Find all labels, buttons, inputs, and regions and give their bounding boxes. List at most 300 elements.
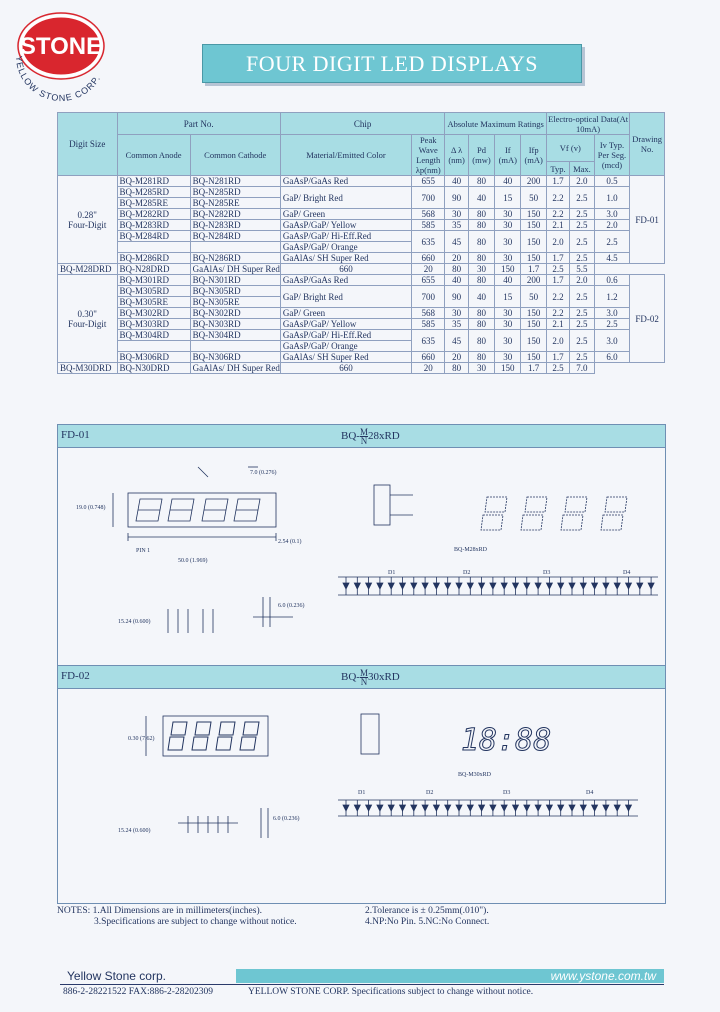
cell-max: 2.5: [570, 308, 594, 319]
cell-max: 2.0: [570, 275, 594, 286]
cell-dl: 20: [445, 253, 468, 264]
fd02-label: FD-02: [61, 670, 90, 682]
fd01-diode-symbol: [614, 577, 620, 595]
cell-chip: GaAlAs/ DH Super Red: [190, 363, 280, 374]
th-digit-size: Digit Size: [58, 113, 118, 176]
cell-common-cathode: BQ-N283RD: [190, 220, 280, 231]
table-row: [58, 264, 665, 275]
cell-common-cathode: BQ-N305RD: [190, 286, 280, 297]
cell-iv: 3.0: [594, 330, 630, 352]
th-vf: Vf (v): [546, 135, 594, 162]
th-abs-max: Absolute Maximum Ratings: [445, 113, 547, 135]
fd02-d3: D3: [503, 790, 511, 796]
cell-iv: 4.5: [594, 253, 630, 264]
fd01-dim-pin-span: 15.24 (0.600): [118, 619, 151, 625]
th-drawing: Drawing No.: [630, 113, 665, 176]
cell-chip-2: GaAsP/GaP/ Orange: [280, 242, 411, 253]
fd02-part-top: M: [359, 668, 368, 678]
cell-common-cathode: BQ-N30DRD: [117, 363, 190, 374]
cell-common-anode: BQ-M285RD: [117, 187, 190, 198]
cell-typ: 2.2: [546, 209, 569, 220]
fd02-circuit-label: BQ-M30xRD: [458, 772, 492, 778]
fd02-diode-symbol: [614, 800, 620, 816]
th-max: Max.: [570, 162, 594, 176]
cell-if: 30: [495, 352, 521, 363]
note-3: 3.Specifications are subject to change without notice.: [94, 917, 297, 927]
footer-divider: [60, 984, 664, 985]
fd02-diode-symbol: [388, 800, 394, 816]
cell-max: 2.5: [570, 253, 594, 264]
fd01-diode-symbol: [479, 577, 485, 595]
fd01-label: FD-01: [61, 429, 90, 441]
th-peak: Peak Wave Length λp(nm): [412, 135, 445, 176]
table-row: [58, 187, 665, 198]
cell-ifp: 200: [521, 275, 546, 286]
cell-if: 30: [495, 253, 521, 264]
cell-ifp: 150: [521, 330, 546, 352]
fd01-diode-symbol: [648, 577, 654, 595]
cell-wl: 585: [412, 319, 445, 330]
fd02-diode-symbol: [592, 800, 598, 816]
cell-pd: 80: [468, 209, 494, 220]
fd01-diode-symbol: [580, 577, 586, 595]
fd01-pin1: PIN 1: [136, 548, 151, 554]
cell-if: 30: [495, 231, 521, 253]
cell-if: 30: [495, 319, 521, 330]
fd02-dim-pin-len: 6.0 (0.236): [273, 816, 300, 822]
cell-pd: 80: [445, 264, 468, 275]
cell-iv: 3.0: [594, 209, 630, 220]
fd02-diode-symbol: [456, 800, 462, 816]
fd02-diode-symbol: [445, 800, 451, 816]
fd02-diode-symbol: [366, 800, 372, 816]
cell-max: 2.5: [570, 352, 594, 363]
cell-common-anode: BQ-M282RD: [117, 209, 190, 220]
cell-wl: 700: [412, 286, 445, 308]
cell-chip: GaAlAs/ DH Super Red: [190, 264, 280, 275]
fd02-diode-symbol: [569, 800, 575, 816]
fd01-d2: D2: [463, 570, 471, 576]
cell-max: 2.0: [570, 176, 594, 187]
cell-common-cathode: BQ-N306RD: [190, 352, 280, 363]
cell-common-anode: BQ-M284RD: [117, 231, 190, 242]
footer-phone: 886-2-28221522 FAX:886-2-28202309: [63, 987, 213, 997]
note-2: 2.Tolerance is ± 0.25mm(.010").: [365, 906, 489, 916]
fd01-diode-symbol: [490, 577, 496, 595]
fd01-dim-height: 19.0 (0.748): [76, 505, 106, 511]
cell-iv: 0.6: [594, 275, 630, 286]
cell-common-cathode: [190, 242, 280, 253]
fd02-drawing-panel: [57, 688, 666, 904]
cell-typ: 1.7: [546, 275, 569, 286]
cell-common-anode: BQ-M303RD: [117, 319, 190, 330]
fd02-part-number: [341, 669, 400, 686]
note-1: NOTES: 1.All Dimensions are in millimeters(inches).: [57, 906, 263, 916]
digit-size: 0.30": [77, 308, 97, 319]
fd01-diode-symbol: [535, 577, 541, 595]
cell-common-cathode: BQ-N304RD: [190, 330, 280, 341]
cell-chip: GaAsP/GaP/ Yellow: [280, 319, 411, 330]
table-row: [58, 231, 665, 242]
fd01-diode-symbol: [433, 577, 439, 595]
cell-wl: 568: [412, 308, 445, 319]
cell-max: 2.5: [546, 264, 569, 275]
cell-if: 15: [495, 286, 521, 308]
fd01-digit-outline: [234, 499, 260, 521]
cell-wl: 655: [412, 176, 445, 187]
cell-common-cathode: BQ-N282RD: [190, 209, 280, 220]
cell-chip: GaAsP/GaAs Red: [280, 176, 411, 187]
cell-if: 30: [468, 363, 494, 374]
cell-if: 30: [468, 264, 494, 275]
fd02-digit-outline: [192, 722, 211, 750]
cell-ifp: 200: [521, 176, 546, 187]
company-logo: [6, 6, 116, 106]
fd02-dim-pin-span: 15.24 (0.600): [118, 828, 151, 834]
table-row: [58, 330, 665, 341]
drawing-no-cell: FD-02: [630, 275, 665, 363]
cell-wl: 660: [280, 264, 411, 275]
cell-max: 2.5: [570, 209, 594, 220]
cell-dl: 30: [445, 209, 468, 220]
fd02-digit-outline: [240, 722, 259, 750]
cell-dl: 35: [445, 319, 468, 330]
cell-max: 2.5: [546, 363, 569, 374]
fd02-diode-symbol: [433, 800, 439, 816]
fd02-part-suffix: 30xRD: [367, 671, 400, 684]
digit-size-cell: [58, 275, 118, 363]
digit-size-cell: [58, 176, 118, 264]
cell-max: 2.5: [570, 231, 594, 253]
table-row: [58, 286, 665, 297]
cell-common-anode: BQ-M283RD: [117, 220, 190, 231]
fd01-dim-pitch: 2.54 (0.1): [278, 539, 302, 545]
cell-max: 2.5: [570, 330, 594, 352]
cell-common-anode: BQ-M301RD: [117, 275, 190, 286]
cell-typ: 1.7: [546, 176, 569, 187]
cell-chip: GaAlAs/ SH Super Red: [280, 352, 411, 363]
fd01-segment-digit: [481, 497, 507, 530]
page-title: FOUR DIGIT LED DISPLAYS: [202, 44, 582, 83]
cell-typ: 2.1: [546, 220, 569, 231]
fd01-segment-digit: [561, 497, 587, 530]
fd02-d4: D4: [586, 790, 594, 796]
cell-dl: 30: [445, 308, 468, 319]
cell-common-anode: BQ-M302RD: [117, 308, 190, 319]
th-iv: Iv Typ. Per Seg. (mcd): [594, 135, 630, 176]
cell-common-anode: BQ-M286RD: [117, 253, 190, 264]
cell-common-anode: BQ-M305RD: [117, 286, 190, 297]
cell-max: 2.5: [570, 187, 594, 209]
table-row: [58, 209, 665, 220]
cell-typ: 1.7: [546, 352, 569, 363]
cell-ifp: 150: [521, 220, 546, 231]
fd02-display-1888: 18:88: [461, 723, 552, 758]
th-material: Material/Emitted Color: [280, 135, 411, 176]
fd02-drawing: [58, 688, 665, 903]
fd01-diode-symbol: [592, 577, 598, 595]
fd01-d4: D4: [623, 570, 631, 576]
fd02-diode-symbol: [580, 800, 586, 816]
fd02-diode-symbol: [513, 800, 519, 816]
fd02-diode-symbol: [501, 800, 507, 816]
footer-company: Yellow Stone corp.: [67, 969, 166, 983]
fd02-diode-symbol: [479, 800, 485, 816]
cell-dl: 20: [412, 363, 445, 374]
cell-typ: 1.7: [521, 363, 546, 374]
fd01-segment-digit: [521, 497, 547, 530]
cell-wl: 635: [412, 231, 445, 253]
cell-ifp: 50: [521, 187, 546, 209]
fd01-diode-symbol: [513, 577, 519, 595]
th-electro: Electro-optical Data(At 10mA): [548, 113, 629, 134]
fd02-diode-symbol: [422, 800, 428, 816]
table-row: [58, 275, 665, 286]
fd01-diode-symbol: [388, 577, 394, 595]
th-typ: Typ.: [546, 162, 569, 176]
fd01-digit-outline: [202, 499, 228, 521]
cell-ifp: 150: [521, 253, 546, 264]
fd01-part-prefix: BQ-: [341, 430, 360, 443]
cell-wl: 635: [412, 330, 445, 352]
table-row: [58, 352, 665, 363]
cell-common-cathode: BQ-N305RE: [190, 297, 280, 308]
th-if: If (mA): [495, 135, 521, 176]
cell-if: 15: [495, 187, 521, 209]
cell-chip: GaP/ Green: [280, 308, 411, 319]
fd02-diode-symbol: [558, 800, 564, 816]
cell-typ: 2.0: [546, 330, 569, 352]
table-row: [58, 220, 665, 231]
fd02-diode-symbol: [603, 800, 609, 816]
fd02-diode-symbol: [377, 800, 383, 816]
th-pd: Pd (mw): [468, 135, 494, 176]
logo-main-text: STONE: [19, 33, 103, 60]
fd01-dim-digit: 7.0 (0.276): [250, 470, 277, 476]
cell-iv: 0.5: [594, 176, 630, 187]
cell-common-cathode: BQ-N286RD: [190, 253, 280, 264]
cell-dl: 35: [445, 220, 468, 231]
cell-iv: 7.0: [570, 363, 594, 374]
cell-chip: GaAlAs/ SH Super Red: [280, 253, 411, 264]
cell-max: 2.5: [570, 286, 594, 308]
cell-chip: GaP/ Green: [280, 209, 411, 220]
drawing-no-cell: FD-01: [630, 176, 665, 264]
fd01-part-number: [341, 428, 400, 445]
cell-typ: 2.2: [546, 308, 569, 319]
th-common-anode: Common Anode: [117, 135, 190, 176]
cell-if: 30: [495, 209, 521, 220]
cell-common-anode: BQ-M285RE: [117, 198, 190, 209]
cell-common-anode: [117, 341, 190, 352]
cell-typ: 2.1: [546, 319, 569, 330]
cell-chip-2: GaAsP/GaP/ Orange: [280, 341, 411, 352]
digit-type: Four-Digit: [68, 318, 107, 329]
cell-common-cathode: [190, 341, 280, 352]
fd01-digit-outline: [168, 499, 194, 521]
cell-pd: 40: [468, 286, 494, 308]
cell-iv: 3.0: [594, 308, 630, 319]
cell-if: 40: [495, 275, 521, 286]
cell-pd: 80: [445, 363, 468, 374]
fd01-circuit-label: BQ-M28xRD: [454, 547, 488, 553]
logo-ring-text: YELLOW STONE CORP.: [13, 55, 103, 104]
fd01-diode-symbol: [637, 577, 643, 595]
fd02-diode-symbol: [467, 800, 473, 816]
cell-iv: 2.5: [594, 231, 630, 253]
cell-pd: 80: [468, 253, 494, 264]
cell-iv: 2.5: [594, 319, 630, 330]
cell-ifp: 150: [495, 363, 521, 374]
cell-typ: 2.0: [546, 231, 569, 253]
cell-ifp: 150: [521, 231, 546, 253]
fd02-diode-symbol: [343, 800, 349, 816]
cell-common-cathode: BQ-N302RD: [190, 308, 280, 319]
fd01-diode-symbol: [603, 577, 609, 595]
cell-chip: GaP/ Bright Red: [280, 187, 411, 209]
cell-dl: 45: [445, 231, 468, 253]
cell-iv: 1.2: [594, 286, 630, 308]
cell-common-cathode: BQ-N284RD: [190, 231, 280, 242]
fd02-diode-symbol: [490, 800, 496, 816]
cell-ifp: 150: [521, 308, 546, 319]
table-row: [58, 253, 665, 264]
fd02-digit-outline: [168, 722, 187, 750]
cell-dl: 40: [445, 275, 468, 286]
cell-chip: GaAsP/GaAs Red: [280, 275, 411, 286]
cell-common-anode: BQ-M28DRD: [58, 264, 118, 275]
cell-chip: GaAsP/GaP/ Hi-Eff.Red: [280, 330, 411, 341]
fd01-diode-symbol: [524, 577, 530, 595]
fd02-diode-symbol: [354, 800, 360, 816]
fd01-drawing: [58, 447, 665, 665]
cell-typ: 2.2: [546, 286, 569, 308]
cell-chip: GaAsP/GaP/ Hi-Eff.Red: [280, 231, 411, 242]
cell-pd: 40: [468, 187, 494, 209]
th-common-cathode: Common Cathode: [190, 135, 280, 176]
cell-common-cathode: BQ-N303RD: [190, 319, 280, 330]
fd01-part-bottom: N: [360, 436, 368, 446]
cell-dl: 90: [445, 286, 468, 308]
cell-iv: 5.5: [570, 264, 594, 275]
cell-chip: GaP/ Bright Red: [280, 286, 411, 308]
fd01-dim-width: 50.0 (1.969): [178, 558, 208, 564]
fd01-part-suffix: 28xRD: [367, 430, 400, 443]
fd01-diode-symbol: [354, 577, 360, 595]
fd02-dim-height: 0.30 (7.62): [128, 736, 155, 742]
cell-common-anode: BQ-M30DRD: [58, 363, 118, 374]
fd01-diode-symbol: [467, 577, 473, 595]
fd01-digit-outline: [136, 499, 162, 521]
fd01-d3: D3: [543, 570, 551, 576]
fd02-header: [57, 665, 666, 689]
fd02-diode-symbol: [626, 800, 632, 816]
table-row: [58, 363, 665, 374]
cell-wl: 700: [412, 187, 445, 209]
fd01-diode-symbol: [546, 577, 552, 595]
fd01-diode-symbol: [366, 577, 372, 595]
cell-iv: 6.0: [594, 352, 630, 363]
fd01-segment-digit: [601, 497, 627, 530]
fd01-diode-symbol: [411, 577, 417, 595]
fd01-dim-pin-len: 6.0 (0.236): [278, 603, 305, 609]
cell-wl: 660: [280, 363, 411, 374]
cell-wl: 660: [412, 352, 445, 363]
cell-wl: 568: [412, 209, 445, 220]
table-row: [58, 308, 665, 319]
digit-type: Four-Digit: [68, 219, 107, 230]
cell-pd: 80: [468, 330, 494, 352]
th-part-no: Part No.: [117, 113, 280, 135]
footer-corp-line: YELLOW STONE CORP. Specifications subject to change without notice.: [248, 987, 534, 997]
fd02-diode-symbol: [535, 800, 541, 816]
th-ifp: Ifp (mA): [521, 135, 546, 176]
cell-typ: 2.2: [546, 187, 569, 209]
cell-iv: 1.0: [594, 187, 630, 209]
spec-table: [57, 112, 665, 374]
cell-pd: 80: [468, 352, 494, 363]
cell-pd: 80: [468, 275, 494, 286]
cell-if: 30: [495, 330, 521, 352]
fd01-d1: D1: [388, 570, 396, 576]
cell-if: 30: [495, 220, 521, 231]
cell-common-anode: [117, 242, 190, 253]
fd02-part-prefix: BQ-: [341, 671, 360, 684]
cell-wl: 585: [412, 220, 445, 231]
cell-chip: GaAsP/GaP/ Yellow: [280, 220, 411, 231]
cell-dl: 20: [445, 352, 468, 363]
cell-wl: 655: [412, 275, 445, 286]
cell-common-anode: BQ-M306RD: [117, 352, 190, 363]
th-dl: Δ λ (nm): [445, 135, 468, 176]
cell-wl: 660: [412, 253, 445, 264]
cell-dl: 90: [445, 187, 468, 209]
cell-pd: 80: [468, 231, 494, 253]
cell-pd: 80: [468, 308, 494, 319]
cell-iv: 2.0: [594, 220, 630, 231]
cell-ifp: 150: [495, 264, 521, 275]
footer-url[interactable]: www.ystone.com.tw: [236, 969, 664, 983]
fd01-diode-symbol: [343, 577, 349, 595]
cell-max: 2.5: [570, 220, 594, 231]
cell-pd: 80: [468, 319, 494, 330]
fd02-diode-symbol: [546, 800, 552, 816]
digit-size: 0.28": [77, 209, 97, 220]
fd02-part-bottom: N: [360, 677, 368, 687]
cell-common-cathode: BQ-N285RE: [190, 198, 280, 209]
cell-if: 30: [495, 308, 521, 319]
fd01-header: [57, 424, 666, 448]
cell-ifp: 150: [521, 319, 546, 330]
cell-common-cathode: BQ-N281RD: [190, 176, 280, 187]
fd01-diode-symbol: [422, 577, 428, 595]
table-row: [58, 319, 665, 330]
cell-pd: 80: [468, 220, 494, 231]
cell-common-cathode: BQ-N28DRD: [117, 264, 190, 275]
fd01-diode-symbol: [445, 577, 451, 595]
fd02-d2: D2: [426, 790, 434, 796]
fd02-diode-symbol: [400, 800, 406, 816]
fd01-part-top: M: [359, 427, 368, 437]
cell-dl: 40: [445, 176, 468, 187]
note-4: 4.NP:No Pin. 5.NC:No Connect.: [365, 917, 490, 927]
fd01-diode-symbol: [377, 577, 383, 595]
cell-dl: 45: [445, 330, 468, 352]
cell-typ: 1.7: [546, 253, 569, 264]
cell-common-anode: BQ-M281RD: [117, 176, 190, 187]
cell-common-cathode: BQ-N285RD: [190, 187, 280, 198]
fd01-diode-symbol: [626, 577, 632, 595]
